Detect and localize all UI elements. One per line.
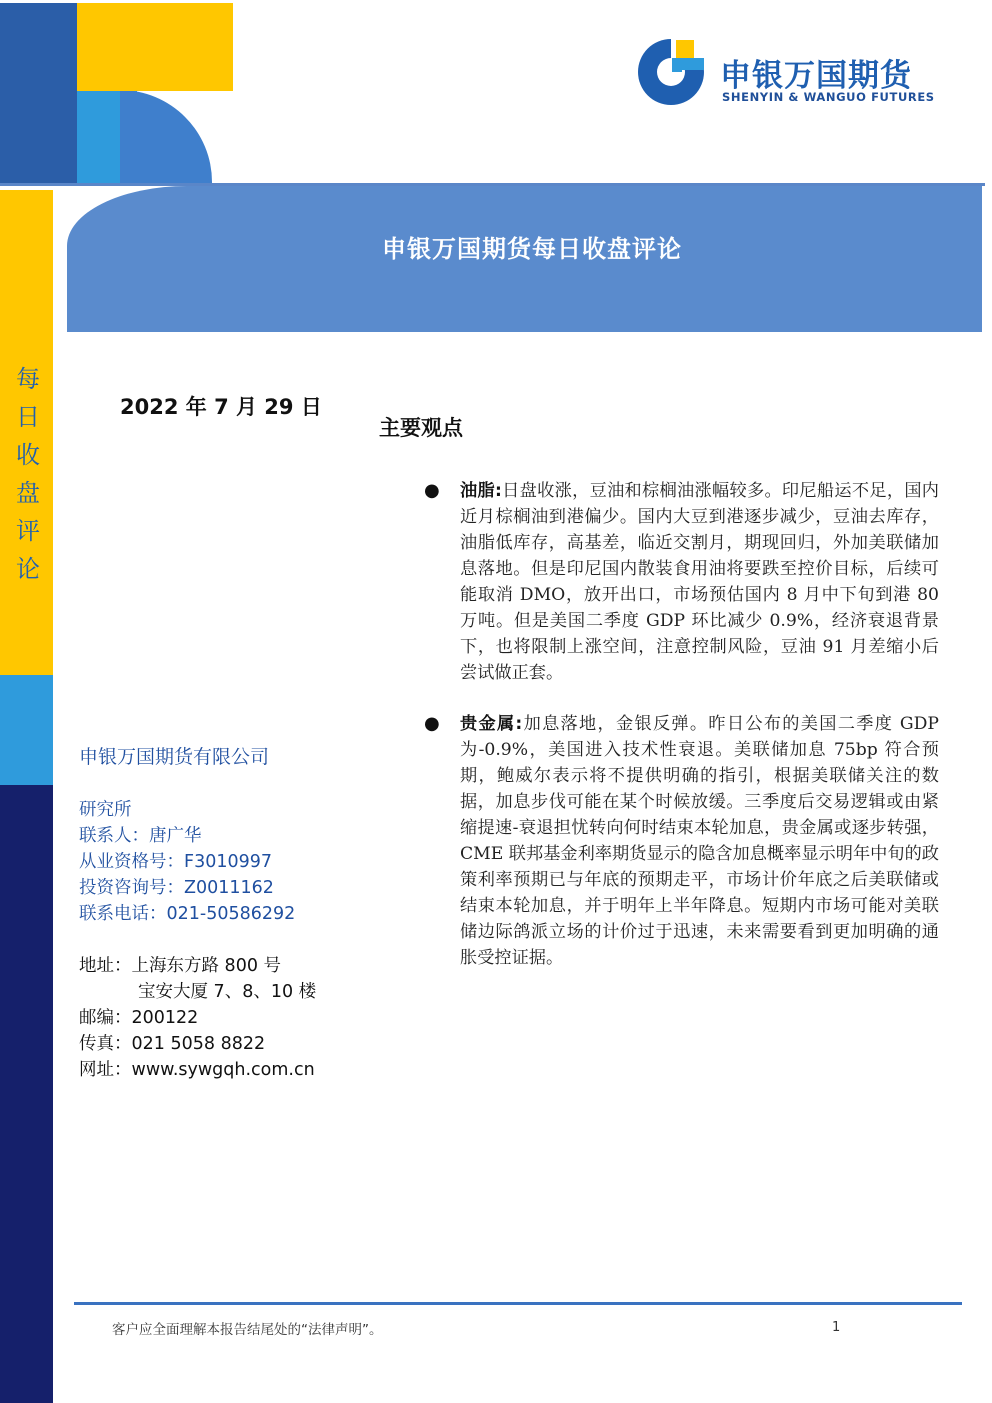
- qualification-number: 从业资格号：F3010997: [79, 852, 273, 872]
- department: 研究所: [79, 800, 132, 820]
- fax: 传真：021 5058 8822: [79, 1034, 266, 1054]
- decor-blue-block: [0, 3, 77, 183]
- title-banner: [67, 186, 982, 332]
- consulting-number: 投资咨询号：Z0011162: [79, 878, 274, 898]
- side-band-char: 日: [16, 403, 40, 431]
- side-band-char: 论: [16, 555, 40, 583]
- viewpoint-content: 加息落地，金银反弹。昨日公布的美国二季度 GDP 为-0.9%，美国进入技术性衰退。美联储加息 75bp 符合预期，鲍威尔表示将不提供明确的指引，根据美联储关注的数据，加息步伐可能在某个时候放缓。三季度后交易逻辑或由紧缩提速-衰退担忧转向何时结束本轮加息，贵金属或逐步转强，CME 联邦基金利率期货显示的隐含加息概率显示明年中旬的政策利率预期已与年底的预期走平，市场计价年底之后美联储或结束本轮加息，并于明年上半年降息。短期内市场可能对美联储边际鸽派立场的计价过于迅速，未来需要看到更加明确的通胀受控证据。: [460, 714, 939, 968]
- contact-phone: 联系电话：021-50586292: [79, 904, 296, 924]
- bullet-icon: ●: [424, 480, 440, 501]
- footer-rule: [74, 1302, 962, 1305]
- side-band-char: 盘: [16, 479, 40, 507]
- viewpoint-label: 贵金属:: [460, 714, 523, 734]
- address-line1: 地址：上海东方路 800 号: [79, 956, 282, 976]
- report-title: 申银万国期货每日收盘评论: [382, 235, 682, 263]
- viewpoint-text: [460, 711, 939, 971]
- bullet-icon: ●: [424, 713, 440, 734]
- logo-name-cn: 申银万国期货: [720, 58, 912, 94]
- footer-disclaimer: 客户应全面理解本报告结尾处的“法律声明”。: [112, 1322, 383, 1338]
- side-band-navy: [0, 785, 53, 1403]
- company-name: 申银万国期货有限公司: [79, 746, 270, 768]
- side-band-char: 评: [16, 517, 40, 545]
- address-line2: 宝安大厦 7、8、10 楼: [138, 982, 317, 1002]
- report-date: 2022 年 7 月 29 日: [120, 395, 322, 419]
- side-band-label: [14, 360, 42, 588]
- decor-arc: [120, 90, 212, 183]
- logo-name-en: SHENYIN & WANGUO FUTURES: [722, 90, 935, 104]
- side-band-char: 每: [16, 365, 40, 393]
- side-band-cyan: [0, 675, 53, 785]
- contact-person: 联系人：唐广华: [79, 826, 202, 846]
- logo-mark-icon: [636, 36, 706, 106]
- website: 网址：www.sywgqh.com.cn: [79, 1060, 315, 1080]
- section-title: 主要观点: [379, 416, 463, 440]
- decor-yellow-block: [77, 3, 233, 91]
- page-number: 1: [832, 1320, 841, 1335]
- side-band-char: 收: [16, 441, 40, 469]
- viewpoint-content: 日盘收涨，豆油和棕榈油涨幅较多。印尼船运不足，国内近月棕榈油到港偏少。国内大豆到港逐步减少，豆油去库存，油脂低库存，高基差，临近交割月，期现回归，外加美联储加息落地。但是印尼国内散装食用油将要跌至控价目标，后续可能取消 DMO，放开出口，市场预估国内 8 月中下旬到港 80 万吨。但是美国二季度 GDP 环比减少 0.9%，经济衰退背景下，也将限制上涨空间，注意控制风险，豆油 91 月差缩小后尝试做正套。: [460, 481, 939, 683]
- postcode: 邮编：200122: [79, 1008, 199, 1028]
- viewpoint-label: 油脂:: [460, 481, 502, 501]
- company-logo: [636, 36, 936, 108]
- viewpoint-text: [460, 478, 939, 686]
